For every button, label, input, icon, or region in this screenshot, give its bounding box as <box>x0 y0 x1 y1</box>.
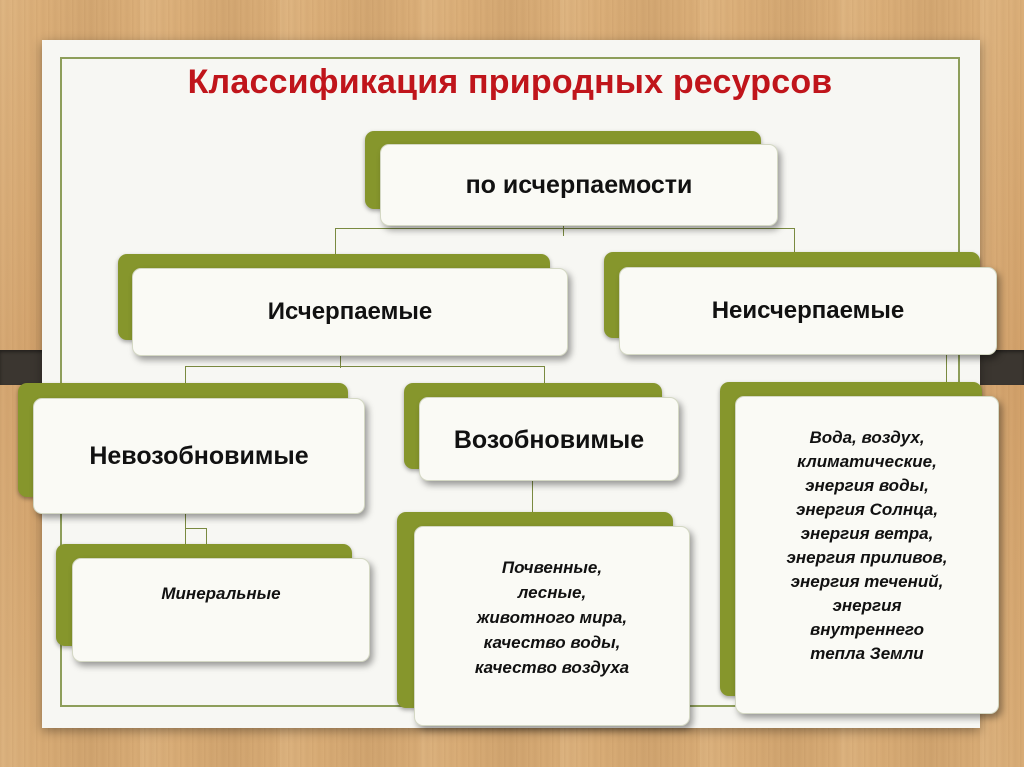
exhaustible-node: Исчерпаемые <box>132 268 568 356</box>
renewable-example-4: качество воды, <box>483 632 621 652</box>
renewable-example-3: животного мира, <box>476 607 628 627</box>
root-node: по исчерпаемости <box>380 144 778 226</box>
connector-exhaustible <box>185 366 545 384</box>
inexhaustible-example-6: энергия приливов, <box>786 548 948 567</box>
non-renewable-node: Невозобновимые <box>33 398 365 514</box>
renewable-example-2: лесные, <box>517 582 587 602</box>
renewable-example-5: качество воздуха <box>474 657 630 677</box>
connector-renewable <box>532 480 533 514</box>
inexhaustible-example-9: внутреннего <box>810 620 924 639</box>
inexhaustible-example-2: климатические, <box>797 452 937 471</box>
inexhaustible-example-3: энергия воды, <box>805 476 929 495</box>
mineral-node <box>72 558 370 662</box>
mineral-label: Минеральные <box>161 584 281 603</box>
inexhaustible-example-7: энергия течений, <box>790 572 944 591</box>
inexhaustible-examples-node <box>735 396 999 714</box>
renewable-examples-node <box>414 526 690 726</box>
connector-exhaustible-stem <box>340 354 341 368</box>
inexhaustible-example-4: энергия Солнца, <box>795 500 939 519</box>
inexhaustible-example-1: Вода, воздух, <box>809 428 925 447</box>
inexhaustible-node: Неисчерпаемые <box>619 267 997 355</box>
renewable-node: Возобновимые <box>419 397 679 481</box>
renewable-example-1: Почвенные, <box>501 557 603 577</box>
connector-inexhaustible <box>817 352 947 386</box>
inexhaustible-example-8: энергия <box>832 596 902 615</box>
slide-title: Классификация природных ресурсов <box>187 63 833 101</box>
inexhaustible-example-10: тепла Земли <box>810 644 924 663</box>
inexhaustible-example-5: энергия ветра, <box>800 524 934 543</box>
